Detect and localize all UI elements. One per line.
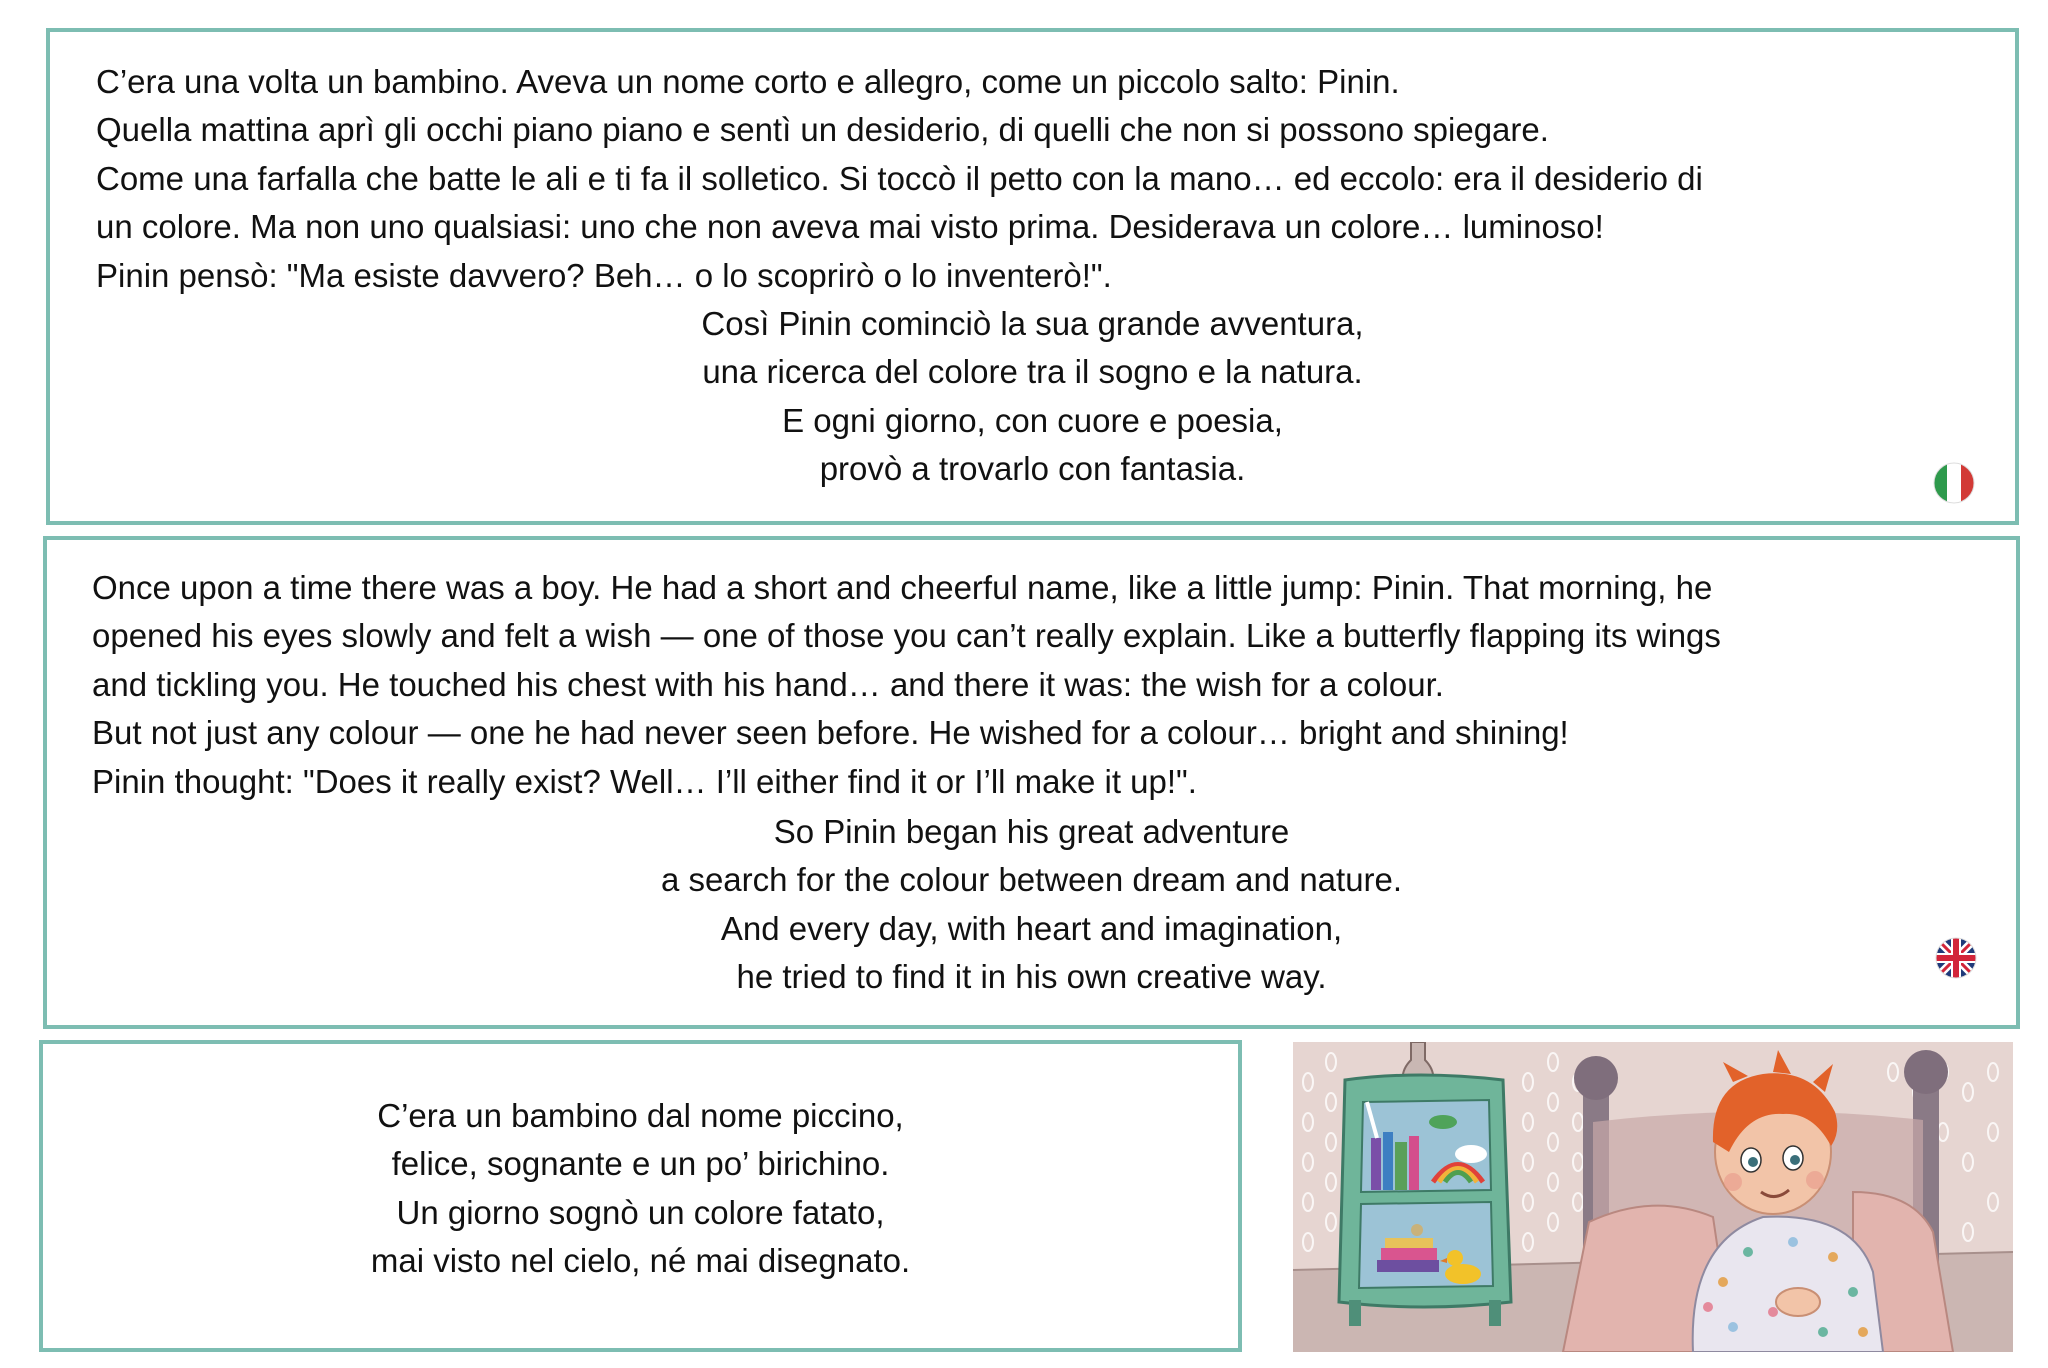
verse-line: So Pinin began his great adventure — [773, 813, 1290, 850]
paragraph-line: Pinin thought: "Does it really exist? Well… I’ll either find it or I’ll make it up!". — [92, 762, 1197, 800]
verse-line: C’era un bambino dal nome piccino, — [377, 1097, 904, 1134]
verse-line: a search for the colour between dream and nature. — [660, 861, 1403, 899]
illustration-boy-in-bed — [1293, 1042, 2013, 1352]
paragraph-line: and tickling you. He touched his chest with his hand… and there it was: the wish for a colour. — [92, 665, 1444, 703]
english-paragraph — [92, 564, 1721, 806]
italian-verse — [50, 300, 2015, 494]
english-text-panel — [43, 536, 2020, 1029]
rhyme-verse — [43, 1092, 1238, 1286]
bookshelf-cabinet — [1339, 1075, 1511, 1326]
verse-line: Un giorno sognò un colore fatato, — [396, 1193, 885, 1231]
paragraph-line: C’era una volta un bambino. Aveva un nome corto e allegro, come un piccolo salto: Pinin. — [96, 63, 1400, 100]
paragraph-line: Quella mattina aprì gli occhi piano piano e sentì un desiderio, di quelli che non si possono spiegare. — [96, 111, 1549, 149]
verse-line: And every day, with heart and imagination, — [720, 909, 1343, 947]
paragraph-line: Once upon a time there was a boy. He had a short and cheerful name, like a little jump: Pinin. That morning, he — [92, 569, 1713, 606]
paragraph-line: Come una farfalla che batte le ali e ti fa il solletico. Si toccò il petto con la mano… ed eccolo: era il desiderio di — [96, 159, 1703, 197]
rhyme-panel — [39, 1040, 1242, 1352]
italy-flag-icon — [1933, 462, 1975, 504]
verse-line: provò a trovarlo con fantasia. — [819, 450, 1246, 488]
uk-flag-icon — [1935, 937, 1977, 979]
italian-text-panel — [46, 28, 2019, 525]
verse-line: una ricerca del colore tra il sogno e la natura. — [702, 353, 1363, 391]
english-verse — [47, 808, 2016, 1002]
verse-line: Così Pinin cominciò la sua grande avventura, — [701, 305, 1364, 342]
paragraph-line: Pinin pensò: "Ma esiste davvero? Beh… o lo scoprirò o lo inventerò!". — [96, 256, 1112, 294]
paragraph-line: But not just any colour — one he had never seen before. He wished for a colour… bright and shining! — [92, 714, 1569, 752]
verse-line: mai visto nel cielo, né mai disegnato. — [370, 1242, 911, 1280]
verse-line: felice, sognante e un po’ birichino. — [391, 1145, 890, 1183]
verse-line: he tried to find it in his own creative way. — [736, 958, 1327, 996]
paragraph-line: opened his eyes slowly and felt a wish — one of those you can’t really explain. Like a butterfly flapping its wings — [92, 617, 1721, 655]
italian-paragraph — [96, 58, 1703, 300]
paragraph-line: un colore. Ma non uno qualsiasi: uno che non aveva mai visto prima. Desiderava un colore… luminoso! — [96, 208, 1604, 246]
verse-line: E ogni giorno, con cuore e poesia, — [782, 401, 1283, 439]
